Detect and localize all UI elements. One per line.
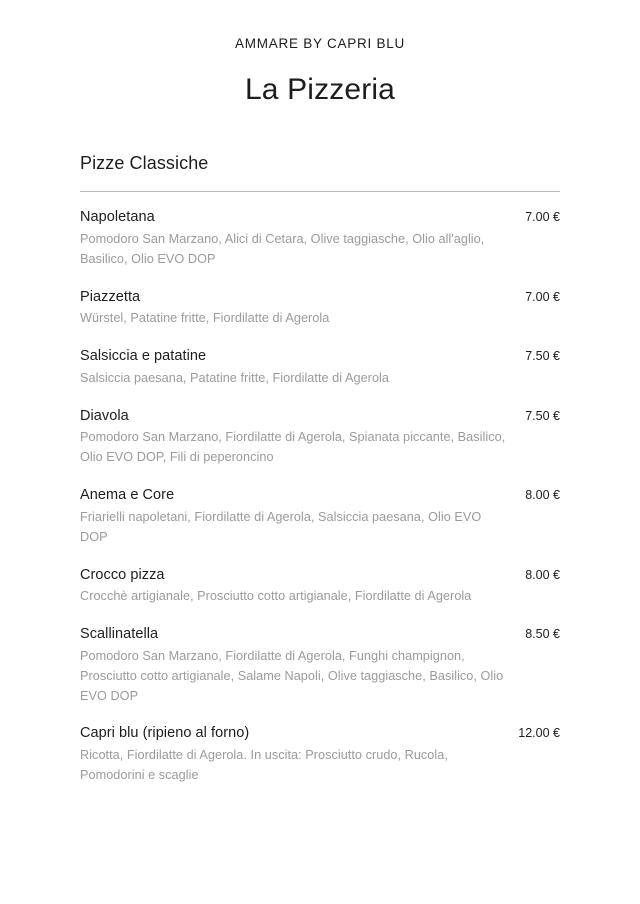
menu-item [80,625,560,706]
menu-item [80,486,560,547]
menu-item-head [80,566,560,586]
menu-item-head [80,407,560,427]
menu-item-price: 12.00 € [518,726,560,741]
section-divider [80,191,560,192]
menu-item-name: Salsiccia e patatine [80,348,207,365]
menu-item [80,347,560,389]
menu-item-description: Pomodoro San Marzano, Fiordilatte di Agerola, Funghi champignon, Prosciutto cotto artigianale, Salame Napoli, Olive taggiasche, Basilico, Olio EVO DOP [80,648,504,703]
menu-item-head [80,288,560,308]
menu-item-description: Würstel, Patatine fritte, Fiordilatte di Agerola [80,311,330,326]
menu-item-name: Diavola [80,407,129,424]
menu-item-price: 7.50 € [525,349,560,364]
menu-item [80,407,560,468]
menu-item-name: Crocco pizza [80,566,165,583]
menu-item-head [80,208,560,228]
menu-item-name: Capri blu (ripieno al forno) [80,725,250,742]
menu-item-description: Crocchè artigianale, Prosciutto cotto artigianale, Fiordilatte di Agerola [80,589,472,604]
menu-header [0,0,640,108]
menu-item-name: Piazzetta [80,288,141,305]
menu-item-description: Friarielli napoletani, Fiordilatte di Agerola, Salsiccia paesana, Olio EVO DOP [80,509,482,544]
menu-item [80,208,560,269]
brand-eyebrow: AMMARE BY CAPRI BLU [235,36,405,51]
menu-item-list [80,208,560,786]
menu-item-name: Scallinatella [80,626,159,643]
menu-item-price: 7.00 € [525,210,560,225]
menu-item [80,566,560,608]
menu-item-price: 7.00 € [525,289,560,304]
menu-item-description: Pomodoro San Marzano, Alici di Cetara, Olive taggiasche, Olio all'aglio, Basilico, Olio EVO DOP [80,231,485,266]
menu-item [80,724,560,785]
menu-item-price: 7.50 € [525,408,560,423]
page-title: La Pizzeria [244,73,396,107]
menu-item-description: Salsiccia paesana, Patatine fritte, Fiordilatte di Agerola [80,370,389,385]
section-title: Pizze Classiche [80,152,209,173]
menu-item-name: Napoletana [80,209,155,226]
menu-item-price: 8.00 € [525,567,560,582]
menu-item-head [80,347,560,367]
menu-item [80,288,560,330]
menu-item-price: 8.50 € [525,627,560,642]
menu-section-pizze-classiche [80,108,560,786]
menu-item-description: Pomodoro San Marzano, Fiordilatte di Agerola, Spianata piccante, Basilico, Olio EVO DOP, Fili di peperoncino [80,430,506,465]
menu-item-head [80,724,560,744]
menu-item-name: Anema e Core [80,487,175,504]
menu-item-head [80,625,560,645]
menu-item-price: 8.00 € [525,488,560,503]
menu-item-description: Ricotta, Fiordilatte di Agerola. In uscita: Prosciutto crudo, Rucola, Pomodorini e scaglie [80,748,448,782]
menu-item-head [80,486,560,506]
